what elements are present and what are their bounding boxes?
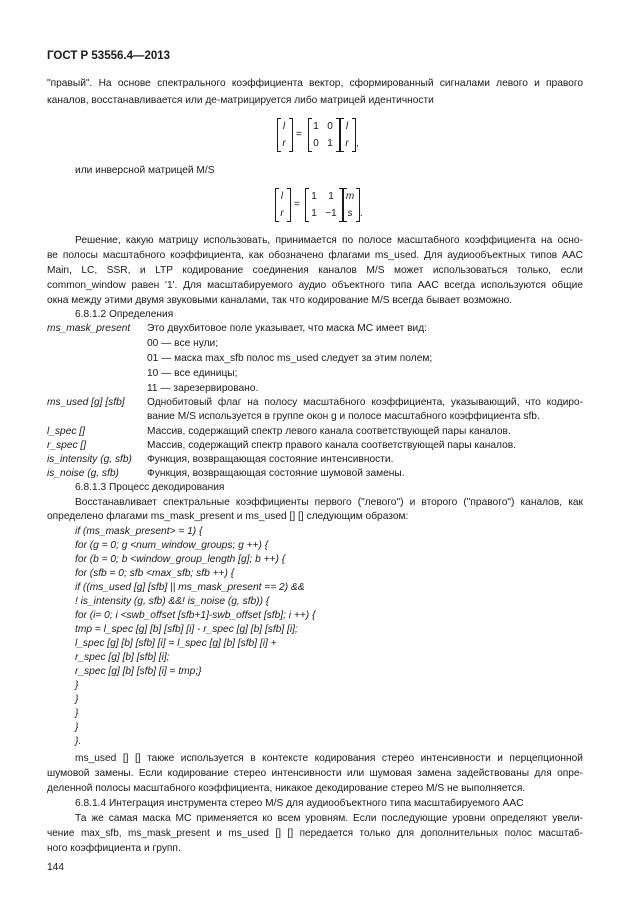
code-line: }.	[75, 736, 82, 747]
code-line: for (b = 0; b <window_group_length [g]; b ++) {	[75, 554, 286, 565]
code-line: }	[75, 722, 79, 733]
paragraph-line: ве полосы масштабного коэффициента, как обозначено флагами ms_used. Для аудиообъектных типов AAC	[47, 250, 583, 261]
definition-term: l_spec []	[47, 426, 85, 437]
section-heading-definitions: 6.8.1.2 Определения	[75, 309, 174, 320]
paragraph-line: шумовой замены. Если кодирование стерео интенсивности или шумовая замена задействованы для опре-	[47, 768, 583, 779]
code-line: tmp = l_spec [g] [b] [sfb] [i] - r_spec [g] [b] [sfb] [i];	[75, 624, 298, 635]
paragraph-line: определено флагами ms_mask_present и ms_used [] [] следующим образом:	[47, 511, 409, 522]
matrix-cell: s	[347, 208, 353, 219]
definition-term: is_intensity (g, sfb)	[47, 454, 132, 465]
paragraph-line: Main, LC, SSR, и LTP кодирование соединения каналов M/S может использоваться только, если	[47, 265, 583, 276]
matrix-cell: 1	[311, 208, 317, 219]
definition-text: Массив, содержащий спектр левого канала соответствующей пары каналов.	[147, 426, 511, 437]
definition-text: Массив, содержащий спектр правого канала соответствующей пары каналов.	[147, 440, 517, 451]
definition-text: Однобитовый флаг на полосу масштабного коэффициента, указывающий, что кодиро-	[147, 397, 583, 408]
definition-term: is_noise (g, sfb)	[47, 468, 119, 479]
matrix-cell: 1	[327, 138, 333, 149]
code-line: }	[75, 708, 79, 719]
code-line: ! is_intensity (g, sfb) &&! is_noise (g, sfb)) {	[75, 596, 270, 607]
definition-term: ms_mask_present	[47, 323, 131, 334]
matrix-cell: 0	[327, 121, 333, 132]
matrix-cell: l	[280, 191, 284, 202]
code-line: if (ms_mask_present> = 1) {	[75, 526, 203, 537]
section-heading-integration: 6.8.1.4 Интеграция инструмента стерео M/S для аудиообъектного типа масштабируемого AAC	[75, 798, 524, 809]
definition-text: 11 — зарезервировано.	[147, 383, 259, 394]
matrix-cell: −1	[325, 208, 337, 219]
matrix-cell: m	[345, 191, 355, 202]
matrix-cell: r	[282, 138, 286, 149]
equals-sign: =	[294, 199, 300, 210]
definition-term: r_spec []	[47, 440, 87, 451]
definition-text: Функция, возвращающая состояние шумовой замены.	[147, 468, 405, 479]
matrix-cell: l	[282, 121, 286, 132]
or-line: или инверсной матрицей M/S	[75, 165, 215, 176]
code-line: l_spec [g] [b] [sfb] [i] = l_spec [g] [b] [sfb] [i] +	[75, 638, 277, 649]
definition-text: Это двухбитовое поле указывает, что маска MC имеет вид:	[147, 323, 428, 334]
paragraph-line: Решение, какую матрицу использовать, принимается по полосе масштабного коэффициента на осно-	[75, 235, 583, 246]
paragraph-line: окна между этими двумя звуковыми каналами, так что кодирование M/S всегда бывает возможно.	[47, 295, 513, 306]
paragraph-line: деленной полосы масштабного коэффициента, никакое декодирование стерео M/S не выполняется.	[47, 783, 526, 794]
standard-header: ГОСТ Р 53556.4—2013	[47, 50, 171, 62]
code-line: }	[75, 694, 79, 705]
equation-punctuation: ,	[356, 138, 359, 149]
definition-text: 00 — все нули;	[147, 338, 219, 349]
matrix-cell: l	[345, 121, 349, 132]
definition-term: ms_used [g] [sfb]	[47, 397, 125, 408]
paragraph-line: ms_used [] [] также используется в контексте кодирования стерео интенсивности и перцепционной	[75, 753, 583, 764]
matrix-cell: 1	[311, 191, 317, 202]
paragraph-line: Восстанавливает спектральные коэффициенты первого ("левого") и второго ("правого") каналов, как	[75, 497, 583, 508]
code-line: for (g = 0; g <num_window_groups; g ++) {	[75, 540, 269, 551]
matrix-cell: 1	[313, 121, 319, 132]
definition-text: 10 — все единицы;	[147, 368, 238, 379]
code-line: if ((ms_used [g] [sfb] || ms_mask_present == 2) &&	[75, 582, 305, 593]
intro-line: "правый". На основе спектрального коэффициента вектор, сформированный сигналами левого и правого	[47, 78, 583, 89]
paragraph-line: common_window равен '1'. Для масштабируемого аудио объектного типа AAC всегда используются общие	[47, 280, 583, 291]
paragraph-line: чение max_sfb, ms_mask_present и ms_used [] [] передается только для дополнительных полос масштаб-	[47, 828, 583, 839]
code-line: for (sfb = 0; sfb <max_sfb; sfb ++) {	[75, 568, 235, 579]
page-number: 144	[47, 862, 64, 873]
section-heading-decoding: 6.8.1.3 Процесс декодирования	[75, 482, 225, 493]
matrix-cell: r	[345, 138, 349, 149]
code-line: }	[75, 680, 79, 691]
equals-sign: =	[296, 129, 302, 140]
intro-line: каналов, восстанавливается или де-матрицируется либо матрицей идентичности	[47, 95, 434, 106]
matrix-cell: r	[280, 208, 284, 219]
definition-text: вание M/S используется в группе окон g и полосе масштабного коэффициента sfb.	[147, 411, 540, 422]
definition-text: Функция, возвращающая состояние интенсивности.	[147, 454, 394, 465]
matrix-cell: 0	[313, 138, 319, 149]
paragraph-line: ного коэффициента и групп.	[47, 843, 181, 854]
definition-text: 01 — маска max_sfb полос ms_used следует за этим полем;	[147, 353, 433, 364]
matrix-cell: 1	[328, 191, 334, 202]
code-line: for (i= 0; i <swb_offset [sfb+1]-swb_offset [sfb]; i ++) {	[75, 610, 316, 621]
code-line: r_spec [g] [b] [sfb] [i];	[75, 652, 170, 663]
code-line: r_spec [g] [b] [sfb] [i] = tmp;}	[75, 666, 202, 677]
equation-punctuation: .	[360, 208, 363, 219]
paragraph-line: Та же самая маска MC применяется ко всем уровням. Если последующие уровни определяют увели-	[75, 813, 583, 824]
